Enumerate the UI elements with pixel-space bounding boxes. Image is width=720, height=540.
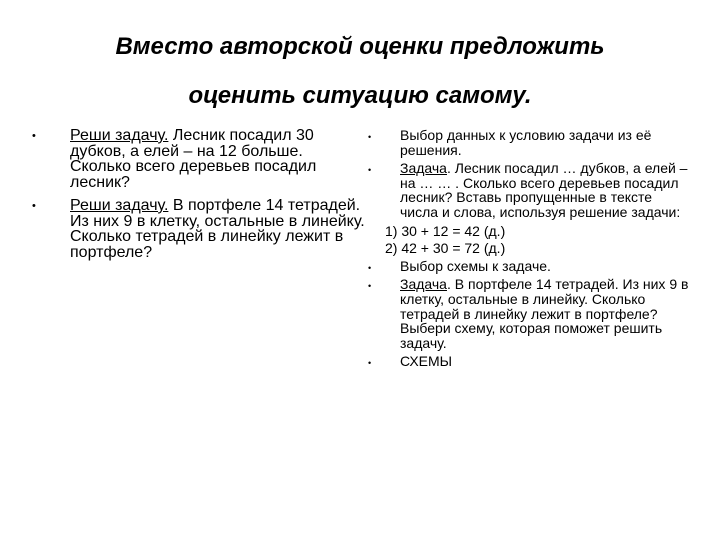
bullet-icon: •: [368, 281, 372, 292]
task-label: Задача: [400, 276, 447, 293]
left-task-list: [32, 128, 367, 268]
slide-title: [40, 22, 680, 120]
list-item: [360, 259, 690, 274]
title-line-2: оценить ситуацию самому.: [188, 82, 532, 109]
bullet-icon: •: [32, 130, 36, 142]
item-text: . В портфеле 14 тетрадей. Из них 9 в клетку, остальные в линейку. Сколько тетрадей в линейку лежит в портфеле? Выбери схему, которая поможет решить задачу.: [400, 276, 689, 351]
calculation-line: 1) 30 + 12 = 42 (д.): [385, 222, 506, 239]
bullet-icon: •: [368, 132, 372, 142]
task-label: Задача: [400, 160, 447, 177]
list-item: [360, 277, 690, 350]
bullet-icon: •: [32, 200, 36, 212]
item-text: . Лесник посадил … дубков, а елей – на … … . Сколько всего деревьев посадил лесник? Вставь пропущенные в тексте числа и слова, используя решение задачи:: [400, 160, 688, 220]
list-item: [32, 198, 367, 260]
item-text: СХЕМЫ: [400, 353, 453, 370]
calculation-line: 2) 42 + 30 = 72 (д.): [385, 240, 506, 257]
list-item: [360, 354, 690, 369]
title-line-1: Вместо авторской оценки предложить: [115, 33, 605, 60]
list-item: [32, 128, 367, 190]
list-item: [360, 161, 690, 219]
item-text: Выбор данных к условию задачи из её решения.: [400, 127, 652, 158]
bullet-icon: •: [368, 262, 372, 273]
task-text: Лесник посадил 30 дубков, а елей – на 12 больше. Сколько всего деревьев посадил лесник?: [70, 127, 317, 191]
item-text: Выбор схемы к задаче.: [400, 257, 551, 274]
bullet-icon: •: [368, 165, 372, 176]
list-item: [360, 128, 690, 157]
task-label: Реши задачу.: [70, 197, 169, 214]
task-text: В портфеле 14 тетрадей. Из них 9 в клетку, остальные в линейку. Сколько тетрадей в линейку лежит в портфеле?: [70, 197, 365, 261]
right-task-list: [360, 128, 690, 373]
bullet-icon: •: [368, 358, 372, 369]
task-label: Реши задачу.: [70, 127, 169, 144]
